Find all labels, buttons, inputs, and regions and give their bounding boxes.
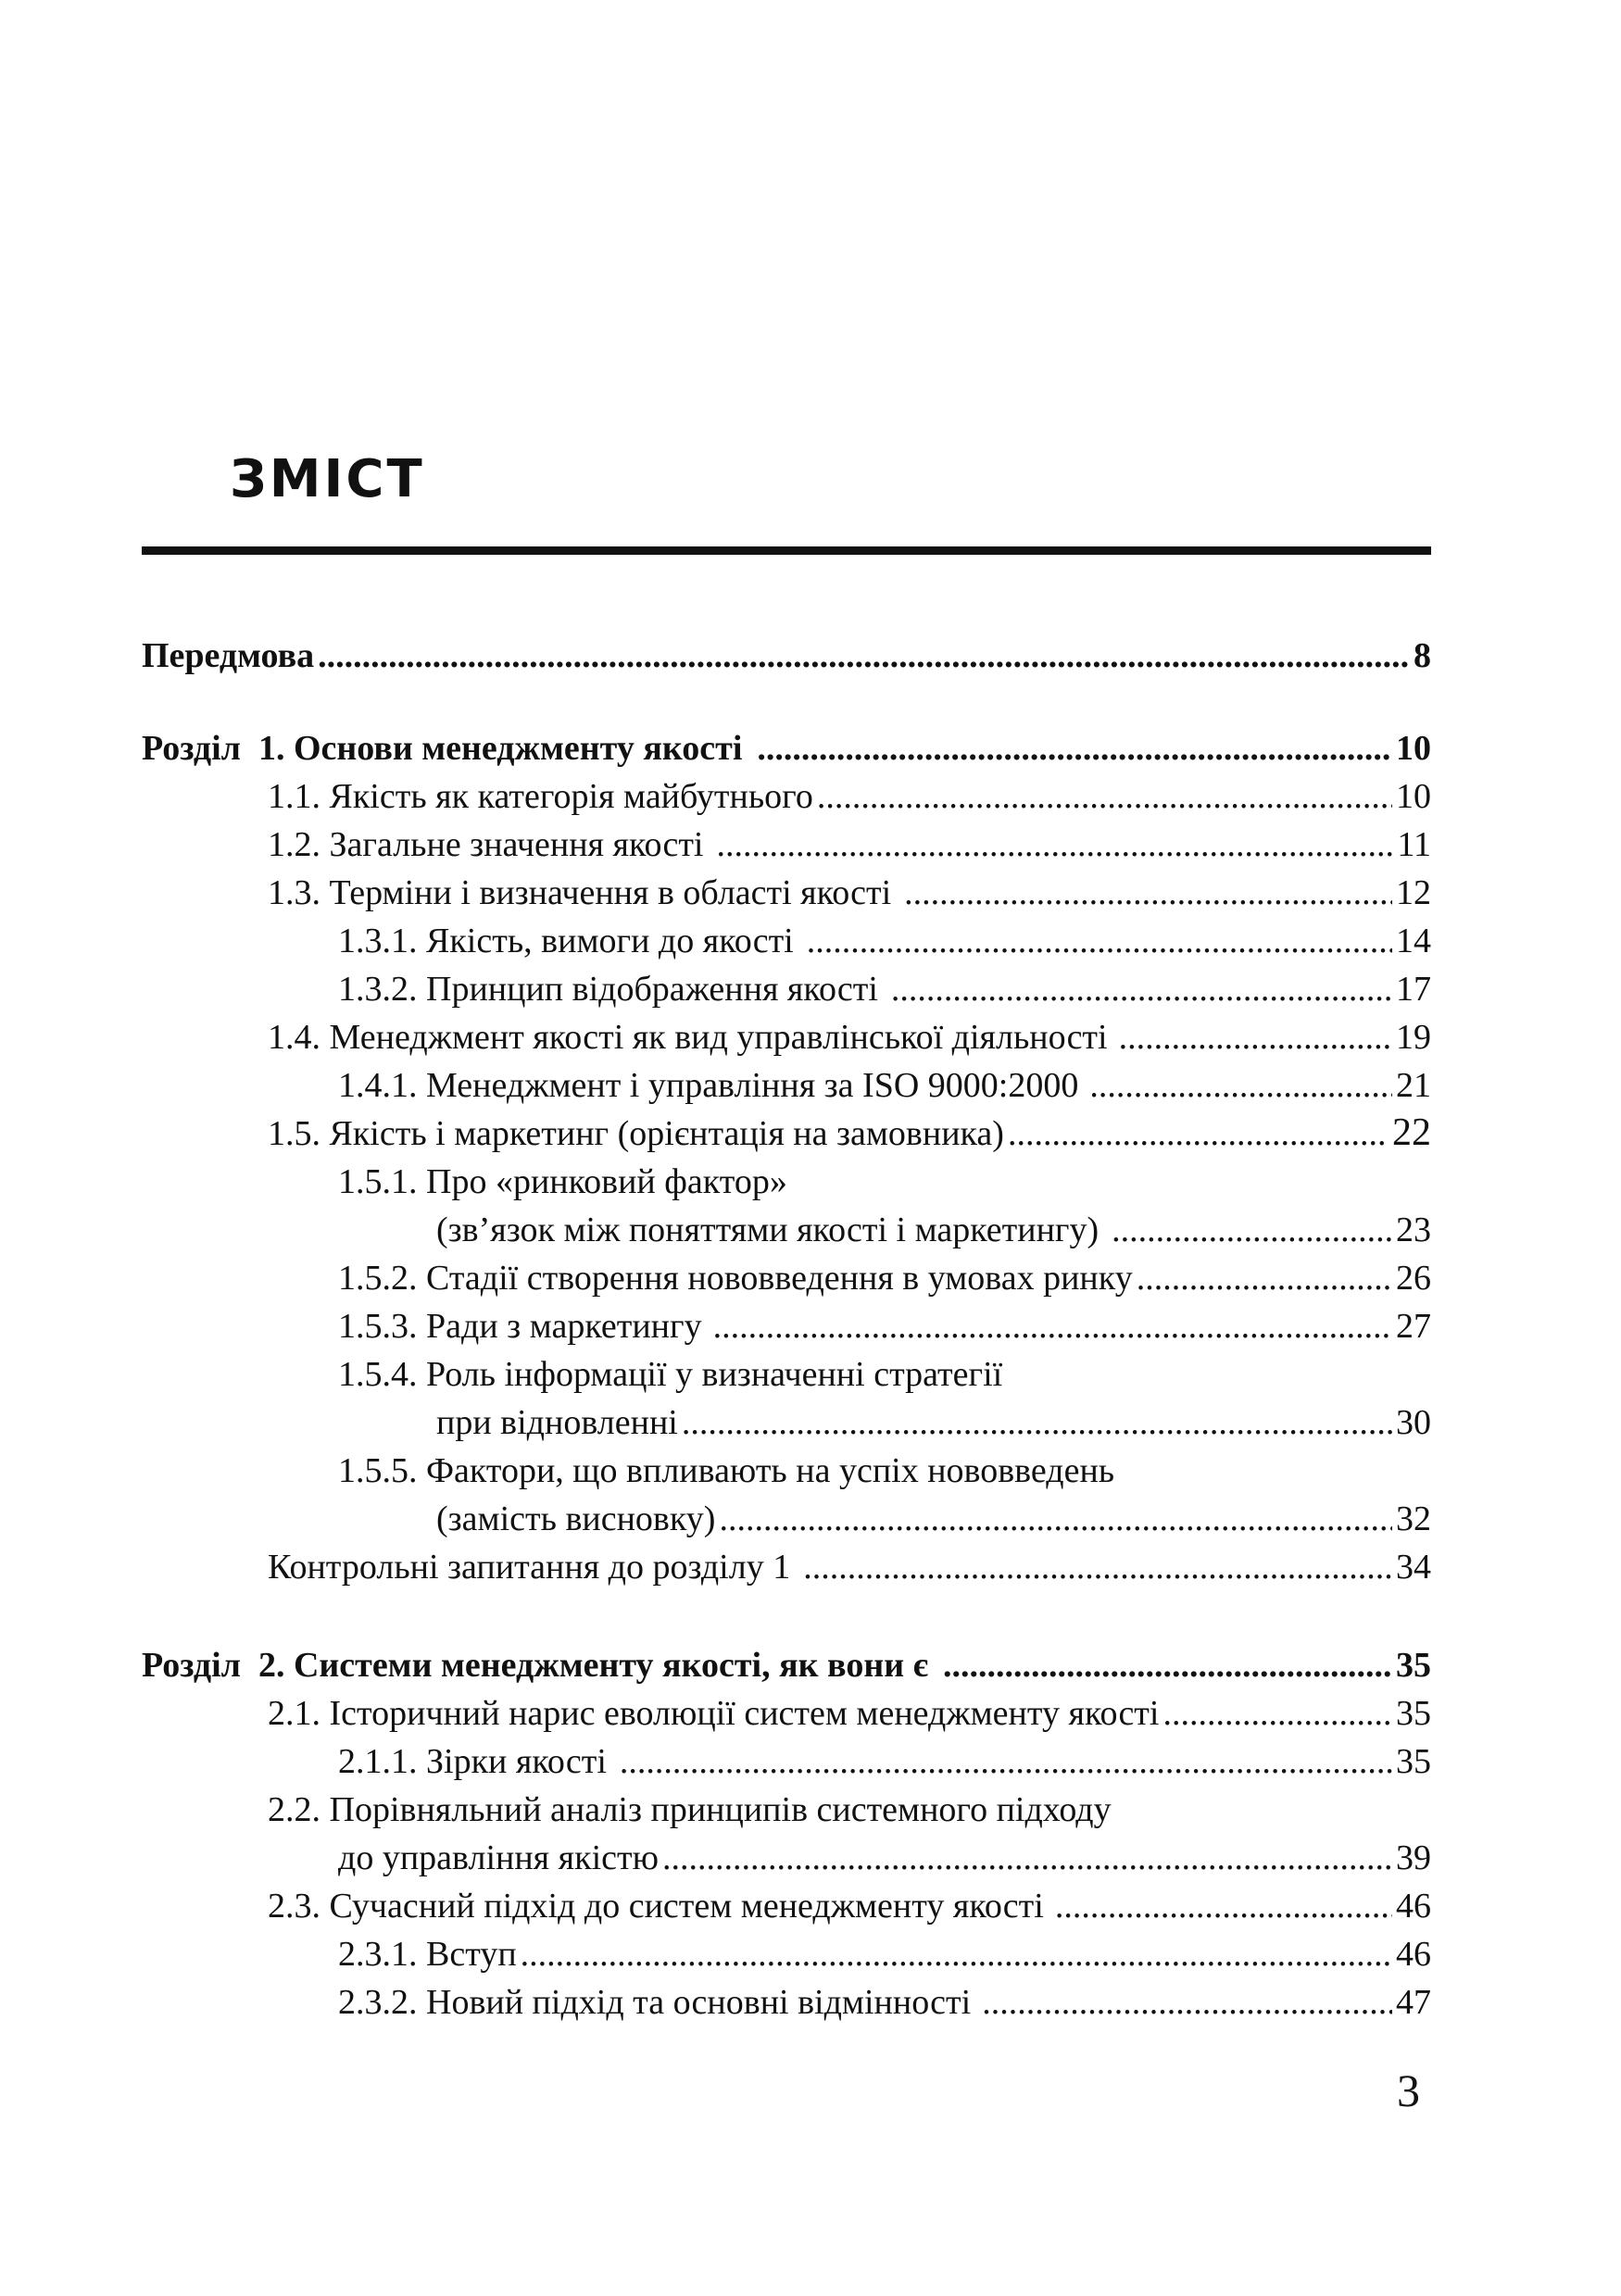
toc-entry-label: 1.5.2. Стадії створення нововведення в умовах ринку bbox=[338, 1259, 1133, 1299]
toc-entry[interactable] bbox=[268, 1687, 1431, 1736]
toc-entry-chapter-2[interactable] bbox=[142, 1639, 1431, 1687]
toc-entry-page: 46 bbox=[1396, 1935, 1431, 1975]
toc-entry-label: при відновленні bbox=[436, 1403, 678, 1443]
toc-entry[interactable] bbox=[338, 1300, 1431, 1349]
toc-entry-page: 34 bbox=[1396, 1548, 1431, 1587]
toc-entry[interactable] bbox=[268, 1108, 1431, 1156]
toc-entry-label: 1.1. Якість як категорія майбутнього bbox=[268, 777, 813, 817]
toc-leader-dots bbox=[1162, 1693, 1392, 1736]
toc-entry-label: 2.3.1. Вступ bbox=[338, 1935, 517, 1975]
toc-entry-page: 27 bbox=[1396, 1307, 1431, 1347]
toc-entry[interactable] bbox=[338, 963, 1431, 1011]
toc-leader-dots bbox=[1055, 1886, 1392, 1928]
toc-entry[interactable] bbox=[268, 867, 1431, 915]
toc-leader-dots bbox=[817, 776, 1392, 819]
toc-entry-first-line[interactable] bbox=[268, 1784, 1431, 1832]
toc-entry[interactable] bbox=[268, 1541, 1431, 1589]
toc-leader-dots bbox=[1089, 1065, 1392, 1108]
toc-leader-dots bbox=[807, 921, 1392, 963]
toc-entry-label: до управління якістю bbox=[338, 1838, 660, 1878]
toc-entry-page: 21 bbox=[1396, 1066, 1431, 1106]
toc-entry-page: 32 bbox=[1396, 1499, 1431, 1539]
page-title: ЗМІСТ bbox=[230, 449, 425, 509]
toc-entry-page: 17 bbox=[1396, 970, 1431, 1010]
toc-entry-label: 2.3. Сучасний підхід до систем менеджменту якості bbox=[268, 1887, 1044, 1926]
toc-leader-dots bbox=[943, 1645, 1392, 1687]
toc-leader-dots bbox=[1112, 1210, 1392, 1252]
toc-leader-dots bbox=[757, 728, 1392, 771]
toc-entry-page: 8 bbox=[1414, 636, 1431, 676]
toc-entry-page: 30 bbox=[1396, 1403, 1431, 1443]
toc-entry-page: 12 bbox=[1396, 873, 1431, 913]
page-number: 3 bbox=[1397, 2064, 1420, 2116]
toc-entry-label: 2.2. Порівняльний аналіз принципів системного підходу bbox=[268, 1790, 1112, 1830]
toc-leader-dots bbox=[982, 1982, 1392, 2025]
toc-leader-dots bbox=[719, 1499, 1392, 1541]
toc-entry[interactable] bbox=[268, 771, 1431, 819]
toc-entry[interactable] bbox=[338, 1832, 1431, 1880]
toc-entry-label: 1.5.5. Фактори, що впливають на успіх нововведень bbox=[338, 1451, 1115, 1491]
toc-entry-page: 46 bbox=[1396, 1887, 1431, 1926]
toc-entry-label: 1.5.3. Ради з маркетингу bbox=[338, 1307, 702, 1347]
toc-entry-label: (зв’язок між поняттями якості і маркетингу) bbox=[436, 1211, 1100, 1250]
toc-entry-label: 2.1. Історичний нарис еволюції систем менеджменту якості bbox=[268, 1694, 1160, 1734]
toc-entry-page: 35 bbox=[1396, 1742, 1431, 1782]
toc-entry[interactable] bbox=[338, 915, 1431, 963]
toc-entry-first-line[interactable] bbox=[338, 1349, 1431, 1397]
toc-entry[interactable] bbox=[436, 1493, 1431, 1541]
toc-entry-label: 1.3.2. Принцип відображення якості bbox=[338, 970, 878, 1010]
toc-entry-page: 14 bbox=[1396, 922, 1431, 961]
toc-entry[interactable] bbox=[268, 819, 1431, 867]
toc-entry-page: 35 bbox=[1396, 1694, 1431, 1734]
toc-entry[interactable] bbox=[338, 1060, 1431, 1108]
toc-entry-label: 2.3.2. Новий підхід та основні відмінності bbox=[338, 1983, 972, 2023]
table-of-contents bbox=[142, 0, 1431, 2296]
toc-leader-dots bbox=[682, 1402, 1392, 1445]
toc-leader-dots bbox=[717, 824, 1394, 867]
toc-entry-label: 1.3.1. Якість, вимоги до якості bbox=[338, 922, 794, 961]
toc-entry[interactable] bbox=[268, 1880, 1431, 1928]
toc-entry-page: 11 bbox=[1397, 825, 1431, 865]
toc-entry-label: 1.2. Загальне значення якості bbox=[268, 825, 704, 865]
toc-entry-page: 10 bbox=[1396, 777, 1431, 817]
toc-entry[interactable] bbox=[338, 1928, 1431, 1976]
toc-entry-label: Розділ 1. Основи менеджменту якості bbox=[142, 729, 743, 769]
toc-leader-dots bbox=[904, 872, 1392, 915]
toc-entry-page: 22 bbox=[1392, 1110, 1431, 1154]
toc-entry-page: 23 bbox=[1396, 1211, 1431, 1250]
toc-entry-label: 1.4.1. Менеджмент і управління за ISO 9000:2000 bbox=[338, 1066, 1079, 1106]
toc-entry-label: 1.5.4. Роль інформації у визначенні стратегії bbox=[338, 1355, 1003, 1395]
toc-entry-label: 1.3. Терміни і визначення в області якості bbox=[268, 873, 892, 913]
toc-entry[interactable] bbox=[338, 1736, 1431, 1784]
toc-entry[interactable] bbox=[436, 1204, 1431, 1252]
toc-entry-preface[interactable] bbox=[142, 630, 1431, 678]
toc-entry-page: 19 bbox=[1396, 1018, 1431, 1058]
toc-entry[interactable] bbox=[268, 1011, 1431, 1060]
toc-entry-label: 1.5. Якість і маркетинг (орієнтація на замовника) bbox=[268, 1114, 1004, 1154]
toc-leader-dots bbox=[1119, 1017, 1392, 1060]
toc-entry-label: 2.1.1. Зірки якості bbox=[338, 1742, 607, 1782]
toc-entry-first-line[interactable] bbox=[338, 1156, 1431, 1204]
toc-entry-label: (замість висновку) bbox=[436, 1499, 716, 1539]
toc-entry-label: 1.5.1. Про «ринковий фактор» bbox=[338, 1162, 787, 1202]
toc-entry-label: 1.4. Менеджмент якості як вид управлінської діяльності bbox=[268, 1018, 1108, 1058]
toc-entry-page: 47 bbox=[1396, 1983, 1431, 2023]
toc-leader-dots bbox=[891, 969, 1392, 1011]
toc-leader-dots bbox=[662, 1838, 1392, 1880]
toc-entry[interactable] bbox=[338, 1976, 1431, 2025]
toc-leader-dots bbox=[1008, 1113, 1389, 1156]
toc-entry-label: Розділ 2. Системи менеджменту якості, як вони є bbox=[142, 1646, 929, 1686]
toc-leader-dots bbox=[318, 635, 1410, 678]
toc-entry-page: 39 bbox=[1396, 1838, 1431, 1878]
toc-entry-label: Передмова bbox=[142, 636, 315, 676]
toc-entry-page: 26 bbox=[1396, 1259, 1431, 1299]
toc-entry[interactable] bbox=[436, 1397, 1431, 1445]
toc-leader-dots bbox=[620, 1741, 1392, 1784]
toc-leader-dots bbox=[713, 1306, 1392, 1349]
toc-entry-page: 10 bbox=[1396, 729, 1431, 769]
toc-entry-chapter-1[interactable] bbox=[142, 722, 1431, 771]
toc-entry-first-line[interactable] bbox=[338, 1445, 1431, 1493]
toc-entry[interactable] bbox=[338, 1252, 1431, 1300]
toc-leader-dots bbox=[521, 1934, 1392, 1976]
toc-leader-dots bbox=[1137, 1258, 1392, 1300]
toc-entry-label: Контрольні запитання до розділу 1 bbox=[268, 1548, 791, 1587]
toc-leader-dots bbox=[803, 1547, 1392, 1589]
toc-entry-page: 35 bbox=[1396, 1646, 1431, 1686]
